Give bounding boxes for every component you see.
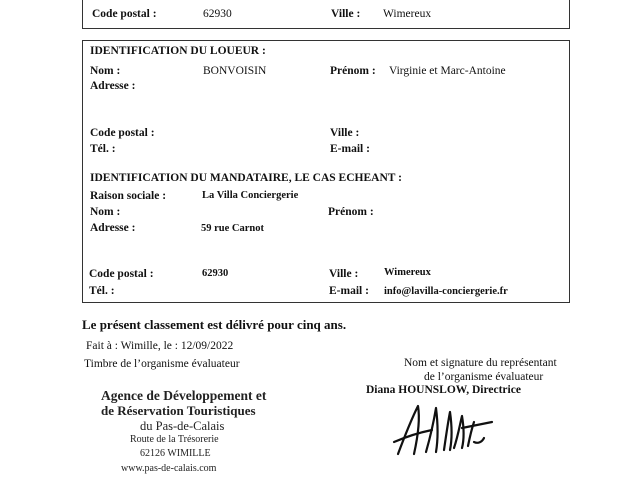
top-ville-label: Ville : xyxy=(331,8,361,20)
loueur-email-label: E-mail : xyxy=(330,143,370,155)
stamp-line-4: Route de la Trésorerie xyxy=(130,434,219,445)
mandataire-tel-label: Tél. : xyxy=(89,285,115,297)
loueur-nom-value: BONVOISIN xyxy=(203,65,267,77)
mandataire-raison-label: Raison sociale : xyxy=(90,190,167,202)
mandataire-email-value: info@lavilla-conciergerie.fr xyxy=(384,286,508,297)
fait-a-line: Fait à : Wimille, le : 12/09/2022 xyxy=(86,340,234,352)
timbre-label: Timbre de l’organisme évaluateur xyxy=(84,358,240,370)
classement-statement: Le présent classement est délivré pour cinq ans. xyxy=(82,317,347,332)
loueur-prenom-value: Virginie et Marc-Antoine xyxy=(389,65,506,77)
mandataire-adresse-value: 59 rue Carnot xyxy=(201,223,264,234)
mandataire-code-postal-value: 62930 xyxy=(202,268,229,279)
signature-caption-line2: de l’organisme évaluateur xyxy=(424,371,544,383)
loueur-adresse-label: Adresse : xyxy=(90,80,136,92)
mandataire-code-postal-label: Code postal : xyxy=(89,268,154,280)
mandataire-raison-value: La Villa Conciergerie xyxy=(202,190,299,201)
signatory-name: Diana HOUNSLOW, Directrice xyxy=(366,384,521,396)
top-code-postal-label: Code postal : xyxy=(92,8,157,20)
stamp-line-2: de Réservation Touristiques xyxy=(101,403,256,418)
stamp-line-6: www.pas-de-calais.com xyxy=(121,463,217,474)
loueur-heading: IDENTIFICATION DU LOUEUR : xyxy=(90,45,266,57)
mandataire-nom-label: Nom : xyxy=(90,206,121,218)
mandataire-email-label: E-mail : xyxy=(329,285,369,297)
loueur-prenom-label: Prénom : xyxy=(330,65,376,77)
handwritten-signature xyxy=(388,398,498,460)
top-ville-value: Wimereux xyxy=(383,8,432,20)
stamp-line-3: du Pas-de-Calais xyxy=(140,419,225,433)
stamp-line-5: 62126 WIMILLE xyxy=(140,448,211,459)
mandataire-ville-label: Ville : xyxy=(329,268,359,280)
loueur-code-postal-label: Code postal : xyxy=(90,127,155,139)
signature-caption-line1: Nom et signature du représentant xyxy=(404,357,557,369)
mandataire-adresse-label: Adresse : xyxy=(90,222,136,234)
top-code-postal-value: 62930 xyxy=(203,8,232,20)
mandataire-ville-value: Wimereux xyxy=(384,267,431,278)
loueur-tel-label: Tél. : xyxy=(90,143,116,155)
mandataire-heading: IDENTIFICATION DU MANDATAIRE, LE CAS ECHEANT : xyxy=(90,172,402,184)
mandataire-prenom-label: Prénom : xyxy=(328,206,374,218)
loueur-nom-label: Nom : xyxy=(90,65,121,77)
loueur-ville-label: Ville : xyxy=(330,127,360,139)
stamp-line-1: Agence de Développement et xyxy=(101,388,267,403)
